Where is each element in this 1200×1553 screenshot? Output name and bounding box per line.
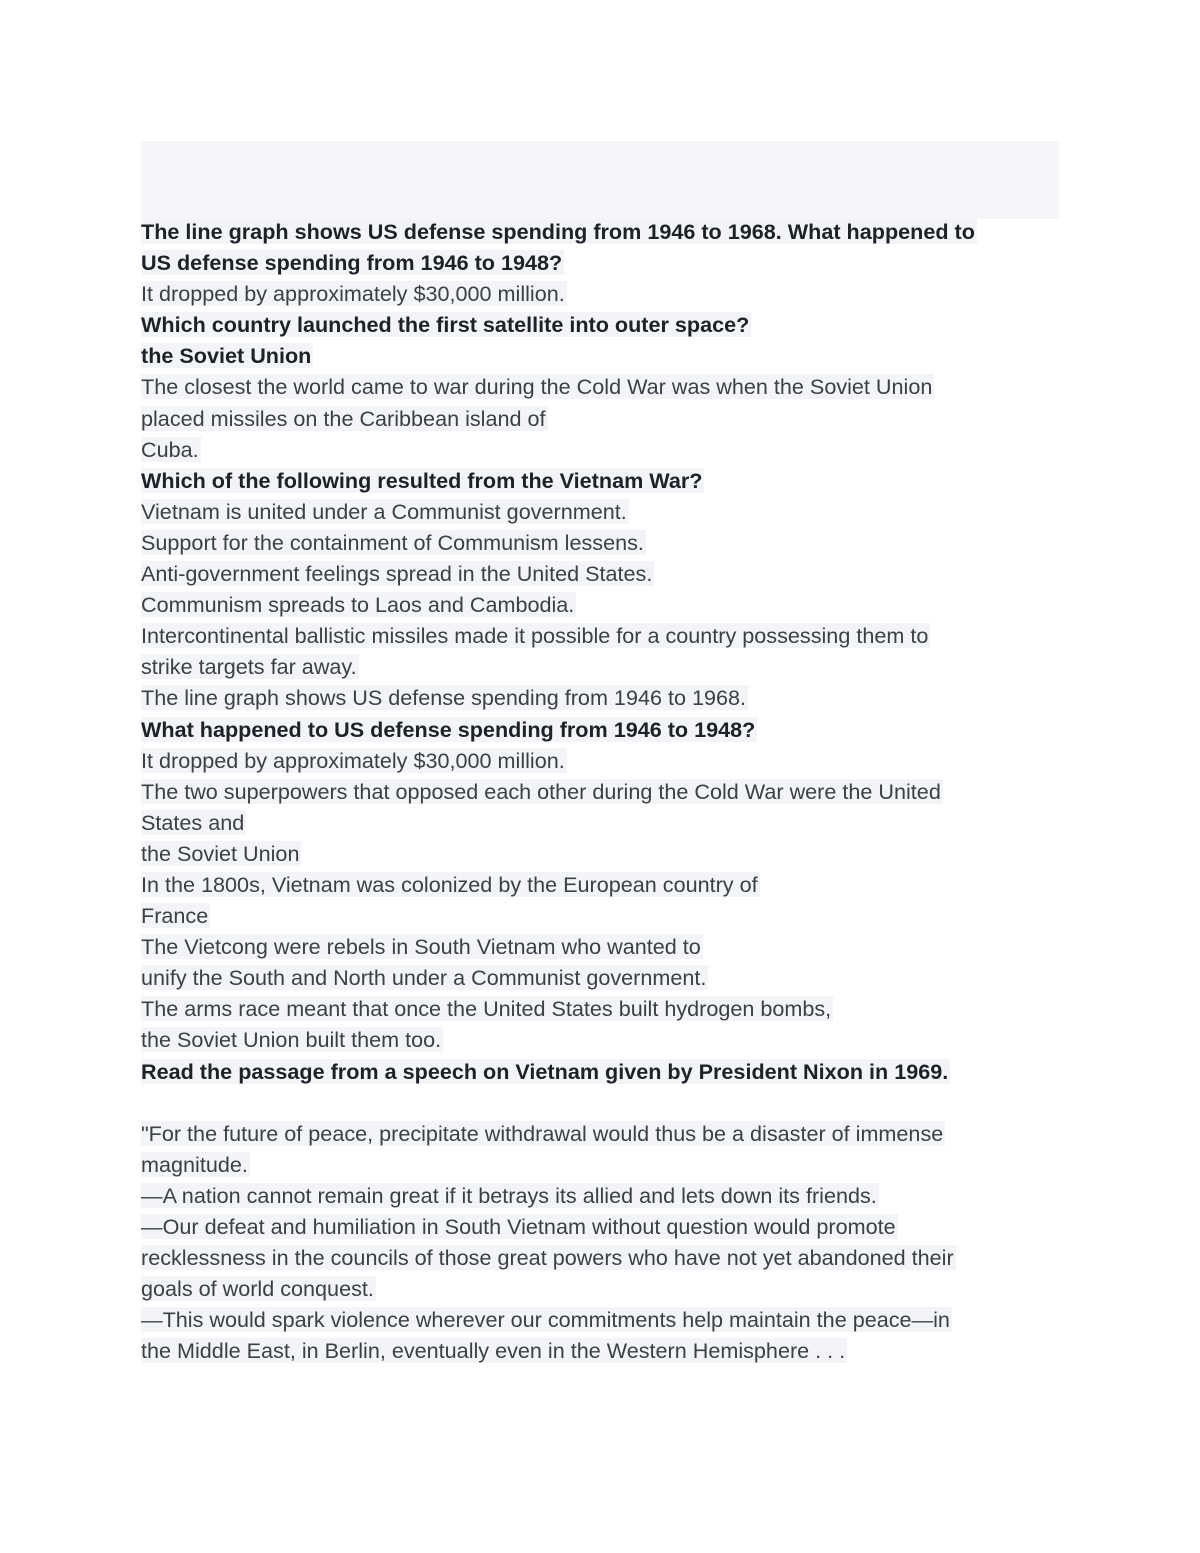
line-text: The Vietcong were rebels in South Vietnam who wanted to [141, 934, 701, 960]
line-text: Anti-government feelings spread in the United States. [141, 561, 653, 587]
line-text: Vietnam is united under a Communist government. [141, 498, 627, 524]
line-text: In the 1800s, Vietnam was colonized by the European country of [141, 871, 758, 897]
blank-line [141, 1087, 1061, 1118]
line-text: It dropped by approximately $30,000 million. [141, 281, 565, 307]
text-line [141, 1273, 1061, 1304]
header-highlight-band [141, 141, 1059, 219]
text-line [141, 434, 1061, 465]
text-line [141, 993, 1061, 1024]
line-text: Support for the containment of Communism lessens. [141, 529, 644, 555]
line-text: The line graph shows US defense spending from 1946 to 1968. [141, 685, 747, 711]
line-text: the Middle East, in Berlin, eventually even in the Western Hemisphere . . . [141, 1338, 846, 1364]
line-text: "For the future of peace, precipitate withdrawal would thus be a disaster of immense [141, 1120, 944, 1146]
line-text: —Our defeat and humiliation in South Vietnam without question would promote [141, 1214, 896, 1239]
text-line [141, 1149, 1061, 1180]
text-line [141, 682, 1061, 713]
text-line [141, 1304, 1061, 1335]
line-text: the Soviet Union built them too. [141, 1027, 442, 1053]
line-text: Read the passage from a speech on Vietnam given by President Nixon in 1969. [141, 1058, 949, 1084]
line-text: Cuba. [141, 436, 199, 462]
question-line [141, 714, 1061, 745]
question-line [141, 247, 1061, 278]
line-text: Which of the following resulted from the Vietnam War? [141, 467, 703, 493]
line-text: the Soviet Union [141, 343, 312, 369]
question-line [141, 309, 1061, 340]
text-line [141, 1242, 1061, 1273]
line-text: What happened to US defense spending from 1946 to 1948? [141, 716, 756, 742]
text-line [141, 1024, 1061, 1055]
text-line [141, 371, 1061, 402]
line-text: US defense spending from 1946 to 1948? [141, 250, 563, 276]
line-text: magnitude. [141, 1151, 248, 1177]
text-line [141, 1118, 1061, 1149]
text-line [141, 807, 1061, 838]
text-line [141, 776, 1061, 807]
line-text: The two superpowers that opposed each other during the Cold War were the United [141, 778, 941, 804]
line-text: strike targets far away. [141, 654, 357, 680]
text-line [141, 589, 1061, 620]
line-text: placed missiles on the Caribbean island of [141, 405, 546, 431]
text-line [141, 620, 1061, 651]
line-text: —This would spark violence wherever our commitments help maintain the peace—in [141, 1307, 950, 1333]
question-line [141, 340, 1061, 371]
line-text: The arms race meant that once the United States built hydrogen bombs, [141, 996, 832, 1022]
text-line [141, 1211, 1061, 1242]
line-text: The closest the world came to war during the Cold War was when the Soviet Union [141, 374, 933, 400]
question-line [141, 216, 1061, 247]
line-text: It dropped by approximately $30,000 million. [141, 747, 565, 773]
line-text: States and [141, 809, 245, 835]
text-line [141, 962, 1061, 993]
line-text: Intercontinental ballistic missiles made it possible for a country possessing them to [141, 623, 929, 649]
text-line [141, 496, 1061, 527]
line-text: goals of world conquest. [141, 1276, 374, 1302]
line-text: unify the South and North under a Communist government. [141, 965, 707, 991]
question-line [141, 465, 1061, 496]
text-line [141, 838, 1061, 869]
line-text: France [141, 903, 209, 929]
text-line [141, 931, 1061, 962]
line-text: the Soviet Union [141, 840, 300, 866]
line-text: The line graph shows US defense spending from 1946 to 1968. What happened to [141, 219, 975, 244]
text-line [141, 651, 1061, 682]
line-text: Which country launched the first satellite into outer space? [141, 312, 750, 338]
line-text: Communism spreads to Laos and Cambodia. [141, 592, 575, 618]
text-line [141, 278, 1061, 309]
text-line [141, 558, 1061, 589]
text-line [141, 900, 1061, 931]
text-line [141, 1335, 1061, 1366]
text-line [141, 869, 1061, 900]
text-line [141, 527, 1061, 558]
document-body [141, 216, 1061, 1366]
line-text: recklessness in the councils of those great powers who have not yet abandoned their [141, 1245, 954, 1271]
text-line [141, 403, 1061, 434]
text-line [141, 1180, 1061, 1211]
question-line [141, 1056, 1061, 1087]
line-text: —A nation cannot remain great if it betrays its allied and lets down its friends. [141, 1182, 877, 1208]
text-line [141, 745, 1061, 776]
